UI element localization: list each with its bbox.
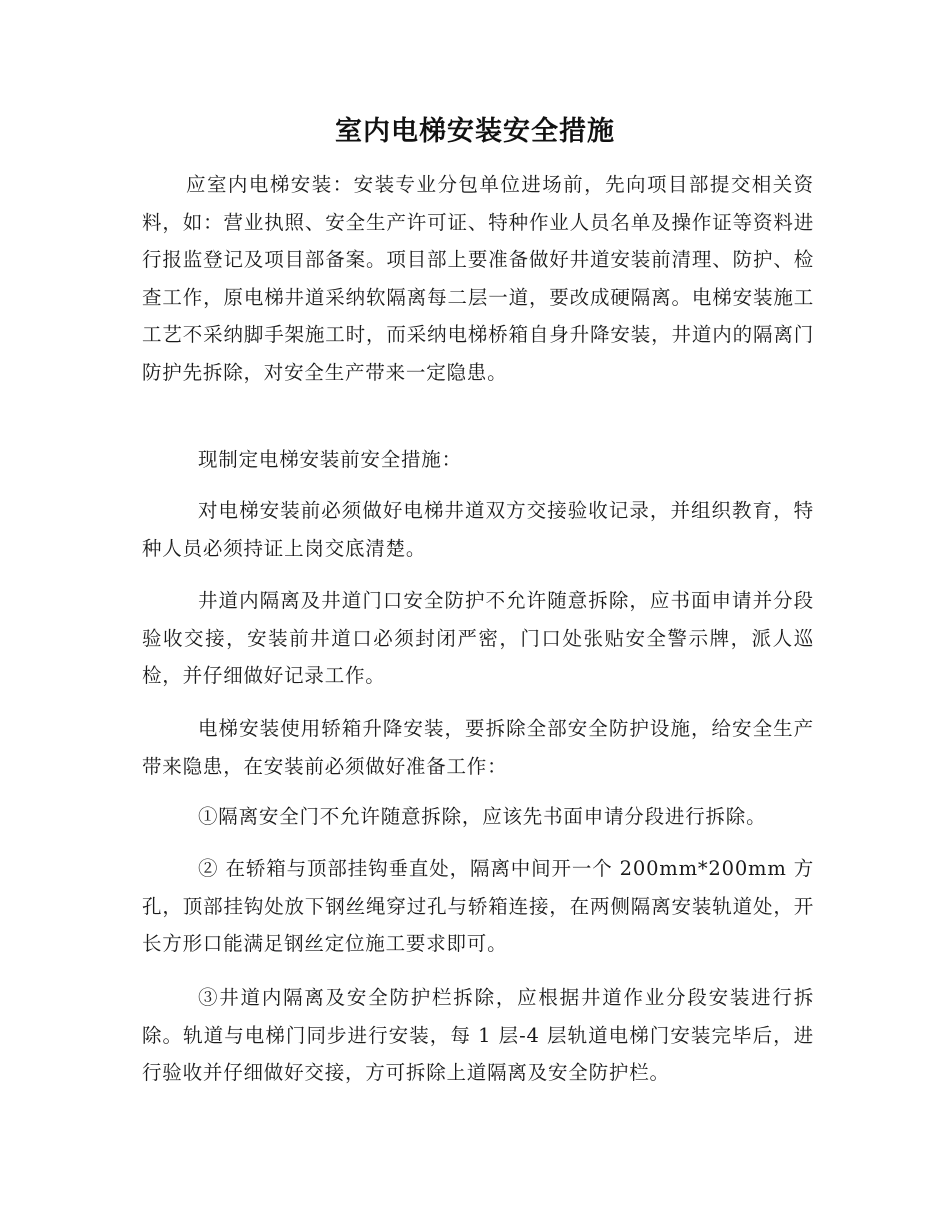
paragraph-isolation: 井道内隔离及井道门口安全防护不允许随意拆除，应书面申请并分段验收交接，安装前井道口必须封闭严密，门口处张贴安全警示牌，派人巡检，并仔细做好记录工作。 bbox=[142, 589, 814, 687]
paragraph-handover: 对电梯安装前必须做好电梯井道双方交接验收记录，并组织教育，特种人员必须持证上岗交底清楚。 bbox=[142, 499, 814, 560]
paragraph-item-3: ③井道内隔离及安全防护栏拆除，应根据井道作业分段安装进行拆除。轨道与电梯门同步进行安装，每 1 层-4 层轨道电梯门安装完毕后，进行验收并仔细做好交接，方可拆除上道隔离及安全防护栏。 bbox=[142, 986, 814, 1084]
paragraph-intro: 应室内电梯安装：安装专业分包单位进场前，先向项目部提交相关资料，如：营业执照、安全生产许可证、特种作业人员名单及操作证等资料进行报监登记及项目部备案。项目部上要准备做好井道安装前清理、防护、检查工作，原电梯井道采纳软隔离每二层一道，要改成硬隔离。电梯安装施工工艺不采纳脚手架施工时，而采纳电梯桥箱自身升降安装，井道内的隔离门防护先拆除，对安全生产带来一定隐患。 bbox=[142, 173, 814, 384]
paragraph-measures-heading: 现制定电梯安装前安全措施： bbox=[198, 448, 462, 471]
paragraph-car-lifting: 电梯安装使用轿箱升降安装，要拆除全部安全防护设施，给安全生产带来隐患，在安装前必须做好准备工作： bbox=[142, 717, 814, 778]
paragraph-item-1: ①隔离安全门不允许随意拆除，应该先书面申请分段进行拆除。 bbox=[198, 805, 767, 828]
document-title: 室内电梯安装安全措施 bbox=[335, 116, 615, 147]
paragraph-item-2: ② 在轿箱与顶部挂钩垂直处，隔离中间开一个 200mm*200mm 方孔，顶部挂钩处放下钢丝绳穿过孔与轿箱连接，在两侧隔离安装轨道处，开长方形口能满足钢丝定位施工要求即可。 bbox=[142, 857, 814, 955]
